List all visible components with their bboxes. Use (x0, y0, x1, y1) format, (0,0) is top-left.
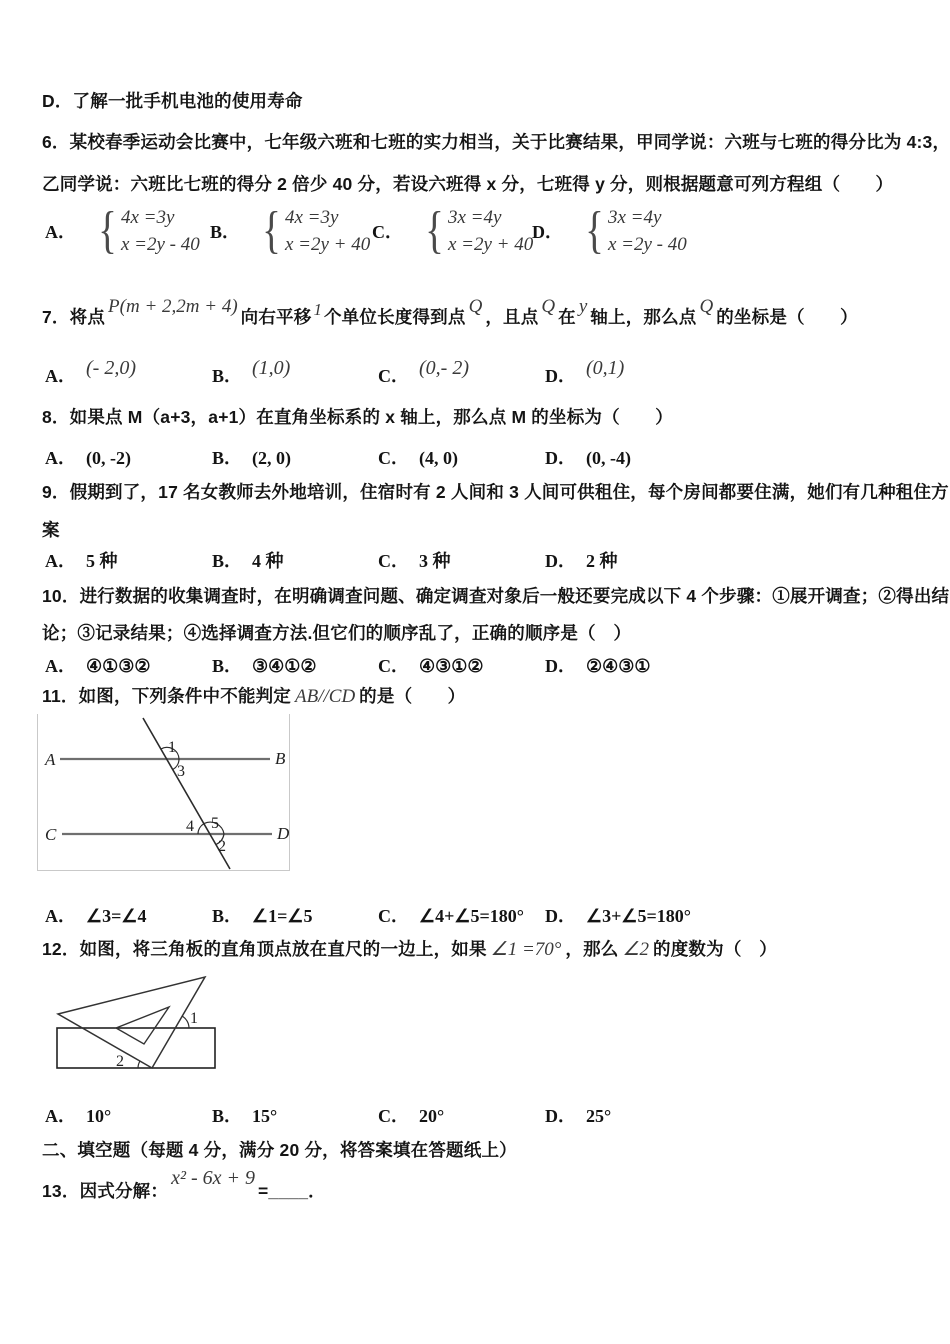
equation-line: 3x =4y (607, 207, 662, 228)
q12-option-a (45, 1102, 111, 1128)
q8-option-d (545, 444, 631, 470)
set-square-ruler-figure (50, 968, 225, 1078)
angle-2-label: 2 (116, 1053, 124, 1070)
ruler-rect (57, 1028, 215, 1068)
q7-text-part: 个单位长度得到点 (323, 307, 466, 327)
option-value: 20° (419, 1106, 445, 1126)
q9-option-d (545, 547, 618, 573)
option-label: B． (212, 448, 243, 468)
q9-text-line2: 案 (42, 520, 60, 540)
q11-option-d (545, 902, 691, 928)
angle-4-label: 4 (186, 818, 194, 835)
q13-text (42, 1167, 326, 1204)
equation-line: 4x =3y (120, 207, 175, 228)
q12-text-part: ，那么 (565, 939, 619, 959)
option-value: ③④①② (252, 656, 317, 676)
equation-line: 3x =4y (447, 207, 502, 228)
option-value: (0, -4) (586, 448, 631, 468)
option-value: 5 种 (86, 551, 118, 571)
option-label: B． (212, 366, 243, 386)
q13-text-part: 13．因式分解： (42, 1181, 169, 1201)
q7-option-c (378, 357, 469, 388)
point-b-label: B (275, 749, 286, 768)
angle-1-arc (182, 1016, 189, 1028)
option-value: (4, 0) (419, 448, 458, 468)
q7-text (42, 296, 858, 330)
q10-text-line1: 10．进行数据的收集调查时，在明确调查问题、确定调查对象后一般还要完成以下 4 个步骤：①展开调查；②得出结 (42, 586, 950, 606)
q6-option-d (532, 203, 687, 259)
option-label: C． (378, 1106, 409, 1126)
q11-text-part: 的是（ ） (359, 686, 466, 706)
angle-2-label: 2 (218, 838, 226, 855)
equation-line: 4x =3y (284, 207, 339, 228)
q10-text-line2: 论；③记录结果；④选择调查方法.但它们的顺序乱了，正确的顺序是（ ） (42, 623, 632, 643)
angle-5-label: 5 (211, 815, 219, 832)
option-value: (0,- 2) (419, 357, 469, 379)
q12-text (42, 938, 777, 962)
q9-option-b (212, 547, 284, 573)
option-label: C． (372, 222, 403, 242)
q10-option-d (545, 652, 651, 678)
angle-1-label: 1 (190, 1010, 198, 1027)
q10-option-c (378, 652, 484, 678)
angle-3-label: 3 (177, 763, 185, 780)
option-label: A． (45, 656, 76, 676)
option-label: B． (210, 222, 241, 242)
option-value: (- 2,0) (86, 357, 136, 379)
math-ab-parallel-cd: AB//CD (295, 686, 356, 707)
q6-text-line2: 乙同学说：六班比七班的得分 2 倍少 40 分，若设六班得 x 分，七班得 y 分，则根据题意可列方程组（ ） (42, 174, 894, 194)
math-angle1-70: ∠1 =70° (490, 939, 562, 960)
option-value: ∠3=∠4 (86, 906, 147, 926)
q11-option-a (45, 902, 147, 928)
option-label: D． (545, 1106, 576, 1126)
q13-blank: =____． (257, 1181, 326, 1201)
math-point-q: Q (468, 296, 483, 317)
option-value: 25° (586, 1106, 612, 1126)
q8-option-c (378, 444, 458, 470)
option-value: ②④③① (586, 656, 651, 676)
point-d-label: D (277, 824, 290, 843)
option-label: C． (378, 906, 409, 926)
option-value: (2, 0) (252, 448, 292, 468)
equation-line: x =2y + 40 (284, 234, 371, 255)
curly-brace: { (585, 202, 604, 259)
q7-option-a (45, 357, 136, 388)
angle-1-label: 1 (168, 739, 176, 756)
option-value: (0, -2) (86, 448, 131, 468)
option-value: 2 种 (586, 551, 618, 571)
q11-text-part: 11．如图，下列条件中不能判定 (42, 686, 291, 706)
q11-text (42, 685, 465, 709)
q11-option-c (378, 902, 524, 928)
option-value: 10° (86, 1106, 112, 1126)
option-value: ∠1=∠5 (252, 906, 313, 926)
q8-text: 8．如果点 M（a+3，a+1）在直角坐标系的 x 轴上，那么点 M 的坐标为（ ） (42, 407, 673, 427)
option-label: D． (545, 366, 576, 386)
option-label: B． (212, 1106, 243, 1126)
equation-system (608, 204, 687, 258)
q10-option-a (45, 652, 151, 678)
q6-text-line1: 6．某校春季运动会比赛中，七年级六班和七班的实力相当，关于比赛结果，甲同学说：六班与七班的得分比为 4:3， (42, 132, 950, 152)
q7-option-d (545, 357, 625, 388)
math-angle2: ∠2 (622, 939, 650, 960)
q8-option-b (212, 444, 291, 470)
curly-brace: { (425, 202, 444, 259)
option-label: C． (378, 551, 409, 571)
q9-option-c (378, 547, 451, 573)
q6-option-b (210, 203, 370, 259)
q11-option-b (212, 902, 313, 928)
option-value: ④①③② (86, 656, 151, 676)
option-label: D． (545, 656, 576, 676)
option-value: (0,1) (586, 357, 625, 379)
q7-text-part: 向右平移 (240, 307, 312, 327)
option-label: B． (212, 551, 243, 571)
option-label: B． (212, 906, 243, 926)
math-axis-y: y (578, 296, 588, 317)
q12-text-part: 12．如图，将三角板的直角顶点放在直尺的一边上，如果 (42, 939, 487, 959)
option-label: A． (45, 551, 76, 571)
option-label: C． (378, 656, 409, 676)
option-value: (1,0) (252, 357, 291, 379)
option-value: 15° (252, 1106, 278, 1126)
equation-line: x =2y + 40 (447, 234, 534, 255)
q6-option-c (372, 203, 533, 259)
option-value: ∠4+∠5=180° (419, 906, 524, 926)
q6-option-a (45, 203, 200, 259)
q7-option-b (212, 357, 291, 388)
option-label: D． (532, 222, 563, 242)
q10-option-b (212, 652, 317, 678)
option-label: A． (45, 1106, 76, 1126)
section2-heading: 二、填空题（每题 4 分，满分 20 分，将答案填在答题纸上） (42, 1140, 517, 1160)
parallel-lines-figure (37, 712, 290, 872)
option-value: 3 种 (419, 551, 451, 571)
equation-system (121, 204, 200, 258)
option-label: C． (378, 366, 409, 386)
q9-option-a (45, 547, 118, 573)
q12-option-c (378, 1102, 444, 1128)
option-label: A． (45, 366, 76, 386)
math-polynomial: x² - 6x + 9 (171, 1167, 255, 1189)
point-a-label: A (45, 750, 56, 769)
option-value: 4 种 (252, 551, 284, 571)
option-label: D． (545, 906, 576, 926)
set-square-inner (116, 1007, 169, 1044)
curly-brace: { (98, 202, 117, 259)
equation-system (285, 204, 370, 258)
math-point-p: P(m + 2,2m + 4) (108, 296, 238, 317)
angle-2-arc (138, 1061, 140, 1068)
q12-option-b (212, 1102, 277, 1128)
math-point-q: Q (541, 296, 556, 317)
q5-option-d: D．了解一批手机电池的使用寿命 (42, 91, 303, 111)
angle-4-arc (198, 824, 204, 834)
option-label: A． (45, 222, 76, 242)
option-label: B． (212, 656, 243, 676)
option-value: ∠3+∠5=180° (586, 906, 691, 926)
option-label: D． (545, 551, 576, 571)
option-label: D． (545, 448, 576, 468)
equation-line: x =2y - 40 (607, 234, 687, 255)
q7-text-part: 的坐标是（ ） (716, 307, 858, 327)
math-number: 1 (313, 300, 322, 319)
transversal-line (143, 718, 230, 869)
q7-text-part: 在 (558, 307, 576, 327)
q12-option-d (545, 1102, 611, 1128)
q12-text-part: 的度数为（ ） (653, 939, 777, 959)
point-c-label: C (45, 825, 57, 844)
q9-text-line1: 9．假期到了，17 名女教师去外地培训，住宿时有 2 人间和 3 人间可供租住，每个房间都要住满，她们有几种租住方 (42, 482, 949, 502)
q7-text-part: 轴上，那么点 (590, 307, 697, 327)
q7-text-part: 7．将点 (42, 307, 106, 327)
curly-brace: { (262, 202, 281, 259)
equation-system (448, 204, 533, 258)
option-label: C． (378, 448, 409, 468)
equation-line: x =2y - 40 (120, 234, 200, 255)
option-label: A． (45, 906, 76, 926)
q8-option-a (45, 444, 131, 470)
option-label: A． (45, 448, 76, 468)
option-value: ④③①② (419, 656, 484, 676)
q7-text-part: ，且点 (485, 307, 539, 327)
math-point-q: Q (699, 296, 714, 317)
